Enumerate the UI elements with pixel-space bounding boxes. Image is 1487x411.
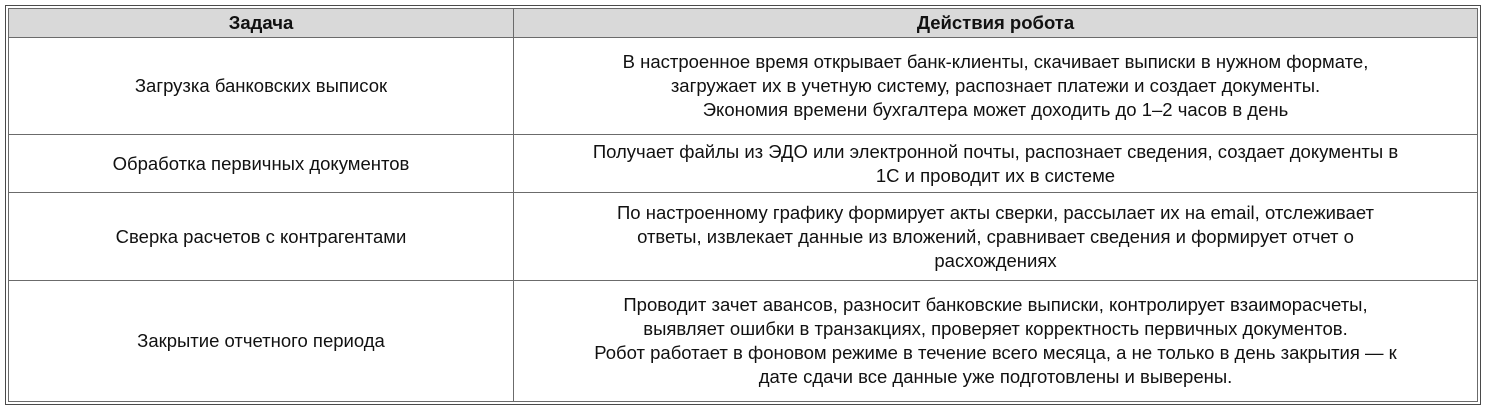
action-text-line: Робот работает в фоновом режиме в течение всего месяца, а не только в день закрытия — к [594, 342, 1397, 364]
task-cell: Загрузка банковских выписок [9, 38, 514, 135]
action-text-line: дате сдачи все данные уже подготовлены и выверены. [758, 366, 1233, 388]
document-frame [5, 5, 1481, 405]
action-text-line: По настроенному графику формирует акты сверки, рассылает их на email, отслеживает [617, 201, 1374, 223]
action-text-line: 1С и проводит их в системе [875, 164, 1116, 186]
action-text-line: Получает файлы из ЭДО или электронной почты, распознает сведения, создает документы в [592, 140, 1399, 162]
header-task: Задача [9, 9, 514, 38]
table-header-row [9, 9, 1478, 38]
action-text-line: расхождениях [934, 249, 1057, 271]
task-cell: Обработка первичных документов [9, 135, 514, 193]
action-text-line: выявляет ошибки в транзакциях, проверяет корректность первичных документов. [643, 318, 1348, 340]
table-row [9, 38, 1478, 135]
robot-tasks-table [8, 8, 1478, 402]
actions-cell [514, 281, 1478, 402]
action-text-line: ответы, извлекает данные из вложений, сравнивает сведения и формирует отчет о [637, 225, 1354, 247]
actions-cell [514, 135, 1478, 193]
actions-cell [514, 38, 1478, 135]
action-text-line: В настроенное время открывает банк-клиенты, скачивает выписки в нужном формате, [622, 51, 1369, 73]
table-row [9, 281, 1478, 402]
header-actions: Действия робота [514, 9, 1478, 38]
action-text-line: загружает их в учетную систему, распознает платежи и создает документы. [670, 75, 1321, 97]
task-cell: Закрытие отчетного периода [9, 281, 514, 402]
action-text-line: Проводит зачет авансов, разносит банковские выписки, контролирует взаиморасчеты, [623, 294, 1368, 316]
task-cell: Сверка расчетов с контрагентами [9, 193, 514, 281]
table-row [9, 135, 1478, 193]
actions-cell [514, 193, 1478, 281]
table-row [9, 193, 1478, 281]
action-text-line: Экономия времени бухгалтера может доходить до 1–2 часов в день [702, 99, 1289, 121]
